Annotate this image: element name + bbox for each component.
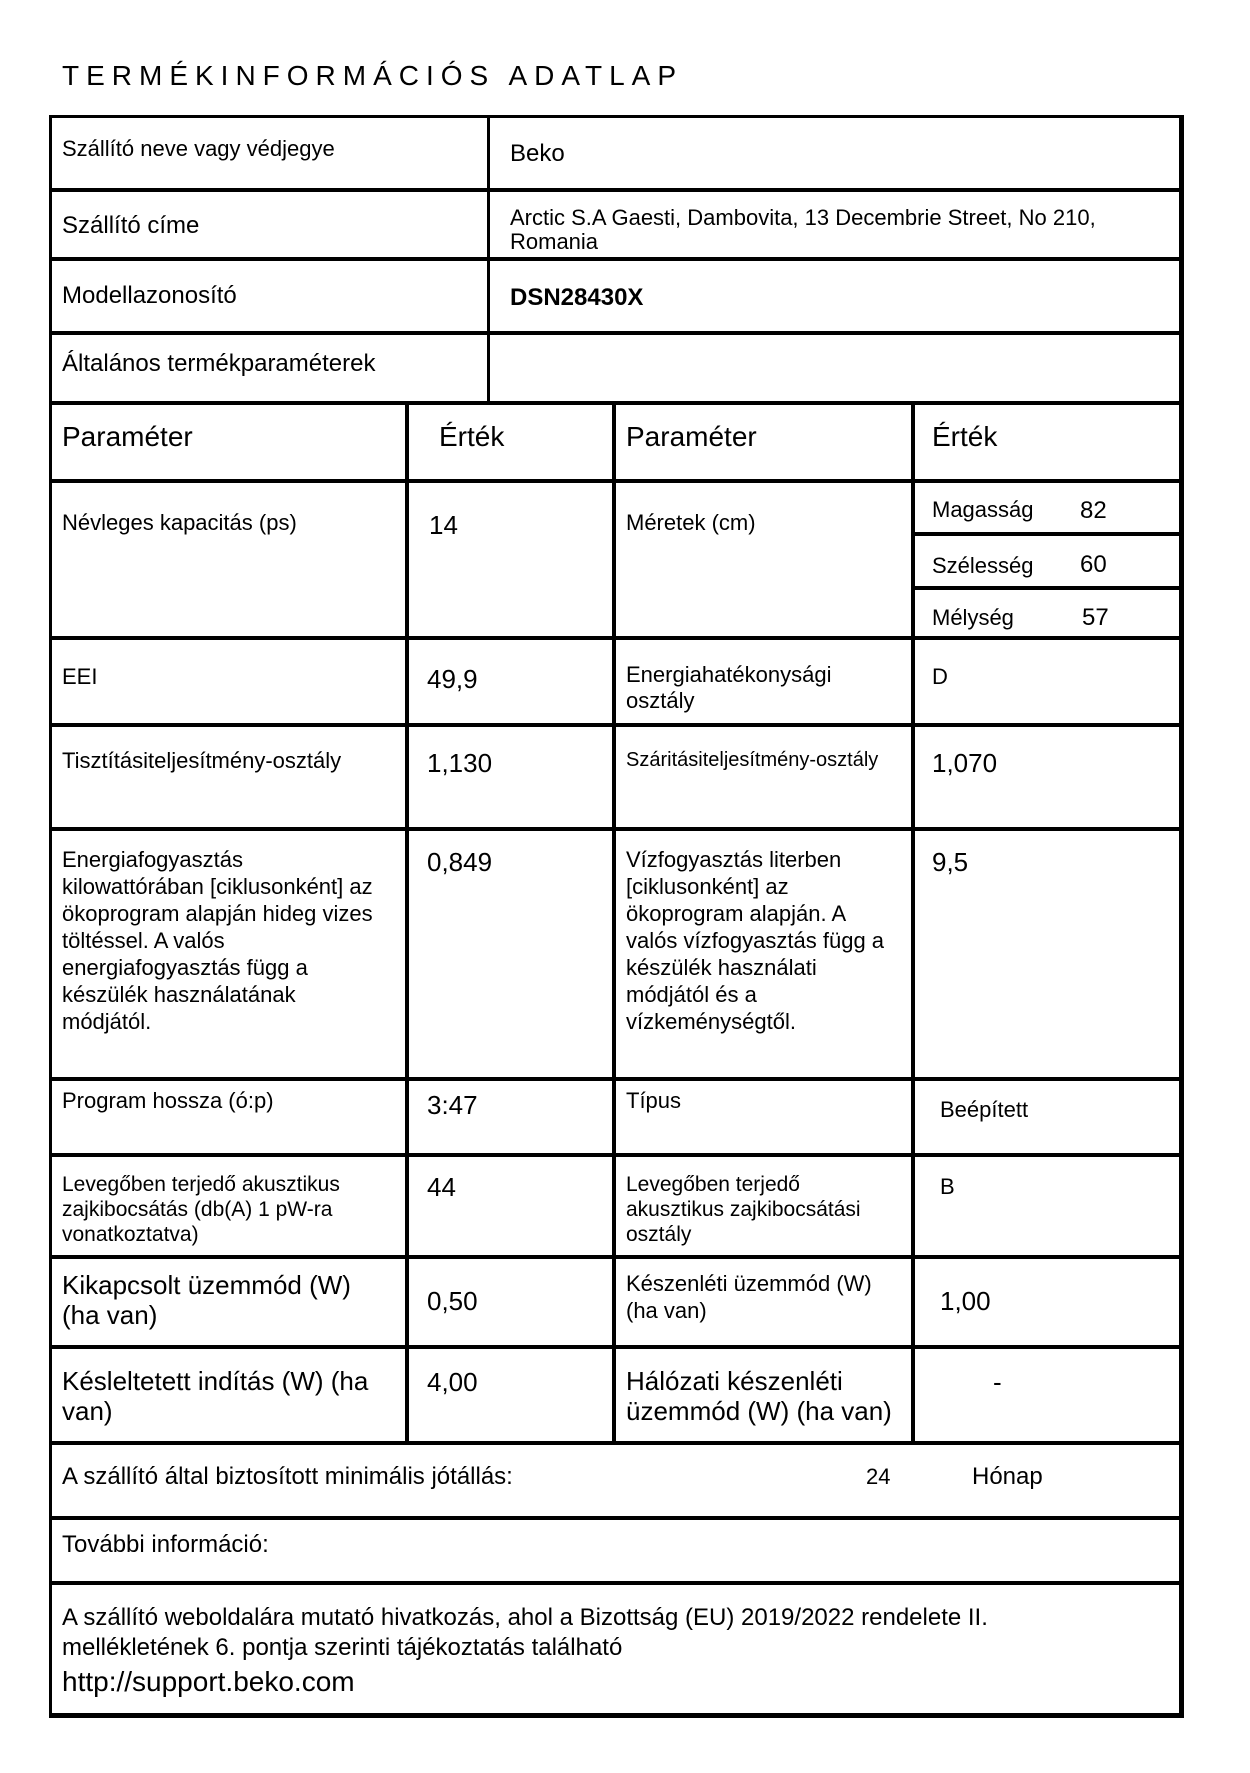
dimensions-label: Méretek (cm) [626,510,756,535]
water-consumption-value: 9,5 [932,847,969,877]
label-line: vonatkoztatva) [62,1223,199,1246]
energy-consumption-label [62,846,373,1035]
row-divider [49,479,1184,483]
width-label: Szélesség [932,553,1034,578]
warranty-label: A szállító által biztosított minimális jótállás: [62,1463,513,1490]
label-line: ökoprogram alapján. A [626,901,847,926]
label-line: [ciklusonként] az [626,874,789,899]
label-line: Levegőben terjedő akusztikus [62,1173,340,1196]
row-divider [49,401,1184,405]
label-line: Energiafogyasztás [62,847,243,872]
label-line: valós vízfogyasztás függ a [626,928,885,953]
header-parameter: Paraméter [62,421,193,452]
label-line: A szállító weboldalára mutató hivatkozás, ahol a Bizottság (EU) 2019/2022 rendelete II. [62,1604,988,1631]
column-divider [405,401,409,1445]
drying-label: Száritásiteljesítmény-osztály [626,749,879,771]
depth-value: 57 [1082,604,1109,631]
row-divider [49,1077,1184,1081]
label-line: módjától és a [626,982,757,1007]
label-line: Késleltetett indítás (W) (ha [62,1366,369,1396]
network-standby-value: - [993,1367,1002,1397]
drying-value: 1,070 [932,748,998,778]
label-line: Energiahatékonysági [626,662,832,687]
type-value: Beépített [940,1097,1029,1122]
energy-class-label [626,662,831,715]
capacity-value: 14 [429,510,458,540]
capacity-label: Névleges kapacitás (ps) [62,510,297,535]
delayed-start-label [62,1366,368,1426]
model-value: DSN28430X [510,284,644,311]
header-value: Érték [439,421,505,452]
energy-consumption-value: 0,849 [427,847,493,877]
label-line: van) [62,1396,113,1426]
column-divider [612,401,616,1445]
supplier-address-line: Arctic S.A Gaesti, Dambovita, 13 Decembrie Street, No 210, [510,205,1096,230]
row-divider [49,1255,1184,1259]
label-line: Levegőben terjedő [626,1173,800,1196]
model-label: Modellazonosító [62,282,237,309]
row-divider [49,257,1184,261]
row-divider [49,1516,1184,1520]
label-line: (ha van) [62,1300,158,1330]
noise-class-value: B [940,1174,955,1199]
width-value: 60 [1080,551,1107,578]
noise-class-label [626,1172,861,1247]
row-divider [49,188,1184,192]
delayed-start-value: 4,00 [427,1367,478,1397]
row-divider [49,1345,1184,1349]
off-mode-label [62,1270,351,1330]
label-line: osztály [626,688,695,714]
depth-label: Mélység [932,605,1014,630]
supplier-name-value: Beko [510,140,565,167]
column-divider [911,401,915,1445]
row-divider [49,1581,1184,1585]
additional-info-label: További információ: [62,1531,269,1558]
header-parameter: Paraméter [626,421,757,452]
label-line: mellékletének 6. pontja szerinti tájékoztatás található [62,1634,623,1661]
program-length-value: 3:47 [427,1090,478,1120]
warranty-value: 24 [866,1464,891,1489]
cleaning-value: 1,130 [427,748,493,778]
label-line: osztály [626,1223,692,1246]
column-divider [487,115,490,404]
noise-value: 44 [427,1172,456,1202]
label-line: Hálózati készenléti [626,1366,843,1396]
program-length-label: Program hossza (ó:p) [62,1088,274,1113]
standby-value: 1,00 [940,1286,991,1316]
label-line: kilowattórában [ciklusonként] az [62,874,373,899]
label-line: akusztikus zajkibocsátási [626,1198,861,1221]
label-line: vízkeménységtől. [626,1009,796,1034]
label-line: Készenléti üzemmód (W) [626,1271,872,1296]
label-line: energiafogyasztás függ a [62,955,308,980]
row-divider [49,1441,1184,1445]
dimension-divider [915,532,1184,536]
label-line: töltéssel. A valós [62,928,225,953]
supplier-address-label: Szállító címe [62,212,200,239]
cleaning-label: Tisztításiteljesítmény-osztály [62,748,342,773]
off-mode-value: 0,50 [427,1286,478,1316]
network-standby-label [626,1366,892,1426]
row-divider [49,331,1184,335]
row-divider [49,1153,1184,1157]
noise-label [62,1172,340,1247]
label-line: zajkibocsátás (db(A) 1 pW-ra [62,1198,333,1221]
row-divider [49,723,1184,727]
link-description [62,1603,988,1663]
label-line: üzemmód (W) (ha van) [626,1396,892,1426]
page-title: TERMÉKINFORMÁCIÓS ADATLAP [62,60,683,91]
energy-class-value: D [932,664,948,689]
water-consumption-label [626,846,884,1035]
general-params-label: Általános termékparaméterek [62,350,376,377]
label-line: ökoprogram alapján hideg vizes [62,901,373,926]
warranty-unit: Hónap [972,1463,1043,1490]
dimension-divider [915,586,1184,590]
label-line: (ha van) [626,1298,707,1323]
supplier-name-label: Szállító neve vagy védjegye [62,136,335,161]
height-label: Magasság [932,497,1034,522]
height-value: 82 [1080,497,1107,524]
label-line: készülék használati [626,955,817,980]
row-divider [49,827,1184,831]
supplier-address-value [510,206,1096,254]
label-line: módjától. [62,1009,152,1034]
label-line: készülék használatának [62,982,296,1007]
supplier-address-line: Romania [510,229,599,255]
eei-value: 49,9 [427,664,478,694]
eei-label: EEI [62,664,98,689]
standby-label [626,1270,872,1324]
support-link[interactable]: http://support.beko.com [62,1666,355,1697]
label-line: Kikapcsolt üzemmód (W) [62,1270,351,1300]
type-label: Típus [626,1088,682,1113]
header-value: Érték [932,421,998,452]
row-divider [49,636,1184,640]
label-line: Vízfogyasztás literben [626,847,842,872]
